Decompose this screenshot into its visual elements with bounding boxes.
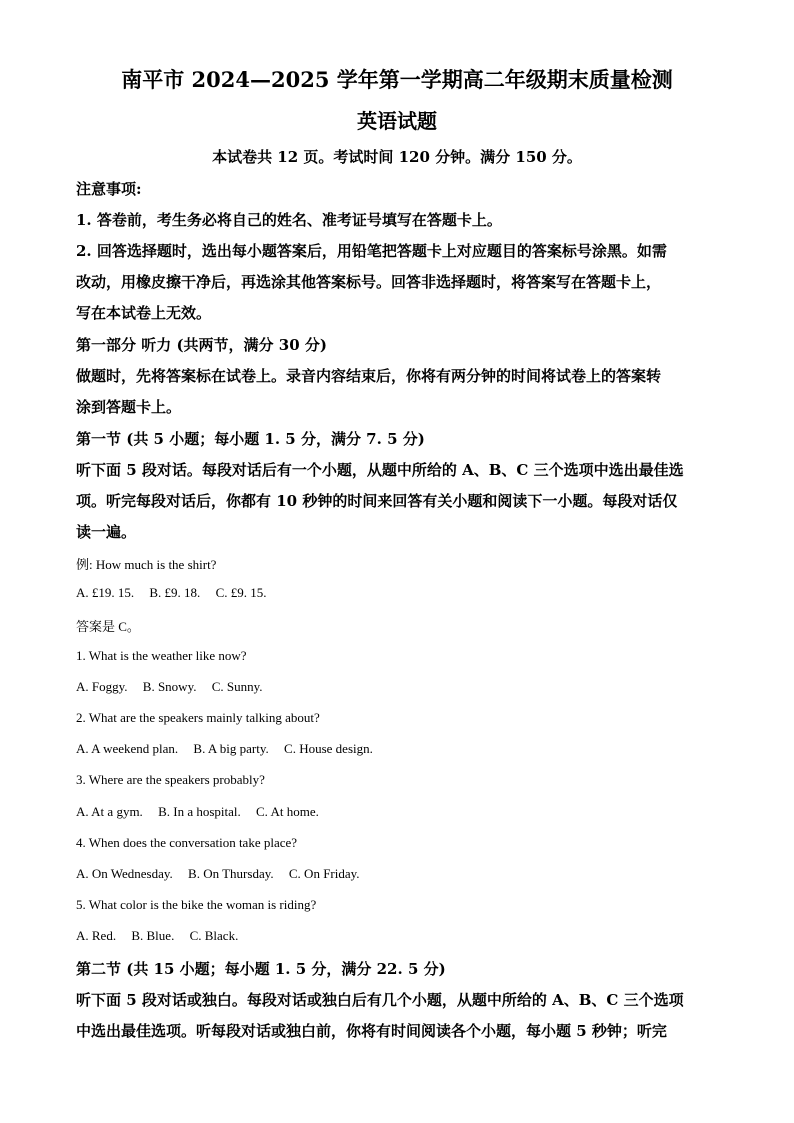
option-c: C. Sunny. <box>211 679 263 694</box>
option-b: B. On Thursday. <box>188 866 274 881</box>
section1-intro-line-1: 听下面 5 段对话。每段对话后有一个小题，从题中所给的 A、B、C 三个选项中选出最佳选 <box>76 461 684 479</box>
question-2-options <box>76 741 373 757</box>
option-c: C. Black. <box>189 928 239 943</box>
example-options <box>76 585 266 601</box>
section2-intro-line-2: 中选出最佳选项。听每段对话或独白前，你将有时间阅读各个小题，每小题 5 秒钟；听完 <box>76 1022 667 1040</box>
option-c: C. House design. <box>284 741 373 756</box>
question-4-options <box>76 866 360 882</box>
exam-info: 本试卷共 12 页。考试时间 120 分钟。满分 150 分。 <box>212 148 582 166</box>
option-a: A. £19. 15. <box>76 585 135 600</box>
option-b: B. £9. 18. <box>149 585 201 600</box>
option-c: C. At home. <box>256 804 319 819</box>
question-1: 1. What is the weather like now? <box>76 648 247 663</box>
option-a: A. Red. <box>76 928 117 943</box>
section2-heading: 第二节 (共 15 小题；每小题 1. 5 分，满分 22. 5 分) <box>76 960 446 978</box>
option-b: B. Blue. <box>131 928 175 943</box>
section1-heading: 第一节 (共 5 小题；每小题 1. 5 分，满分 7. 5 分) <box>76 430 425 448</box>
option-c: C. On Friday. <box>288 866 360 881</box>
part1-intro-line-1: 做题时，先将答案标在试卷上。录音内容结束后，你将有两分钟的时间将试卷上的答案转 <box>76 367 662 385</box>
notes-item-2-line-1: 2. 回答选择题时，选出每小题答案后，用铅笔把答题卡上对应题目的答案标号涂黑。如需 <box>76 242 667 260</box>
question-4: 4. When does the conversation take place? <box>76 835 298 850</box>
example-answer: 答案是 C。 <box>76 619 140 634</box>
notes-heading: 注意事项: <box>76 180 142 198</box>
notes-item-2-line-2: 改动，用橡皮擦干净后，再选涂其他答案标号。回答非选择题时，将答案写在答题卡上， <box>76 273 662 291</box>
question-3-options <box>76 804 319 820</box>
exam-title: 南平市 2024—2025 学年第一学期高二年级期末质量检测 <box>121 67 673 92</box>
option-b: B. Snowy. <box>142 679 197 694</box>
option-a: A. Foggy. <box>76 679 128 694</box>
option-a: A. At a gym. <box>76 804 143 819</box>
question-1-options <box>76 679 263 695</box>
exam-subtitle: 英语试题 <box>357 109 437 133</box>
option-c: C. £9. 15. <box>215 585 267 600</box>
part1-heading: 第一部分 听力 (共两节，满分 30 分) <box>76 336 327 354</box>
option-b: B. A big party. <box>193 741 269 756</box>
question-2: 2. What are the speakers mainly talking about? <box>76 710 320 725</box>
option-a: A. A weekend plan. <box>76 741 179 756</box>
option-b: B. In a hospital. <box>158 804 241 819</box>
option-a: A. On Wednesday. <box>76 866 173 881</box>
example-question: 例: How much is the shirt? <box>76 557 217 572</box>
notes-item-2-line-3: 写在本试卷上无效。 <box>76 304 212 322</box>
section2-intro-line-1: 听下面 5 段对话或独白。每段对话或独白后有几个小题，从题中所给的 A、B、C 三个选项 <box>76 991 684 1009</box>
question-5: 5. What color is the bike the woman is riding? <box>76 897 317 912</box>
section1-intro-line-3: 读一遍。 <box>76 523 137 541</box>
question-5-options <box>76 928 238 944</box>
question-3: 3. Where are the speakers probably? <box>76 772 265 787</box>
notes-item-1: 1. 答卷前，考生务必将自己的姓名、准考证号填写在答题卡上。 <box>76 211 502 229</box>
section1-intro-line-2: 项。听完每段对话后，你都有 10 秒钟的时间来回答有关小题和阅读下一小题。每段对话仅 <box>76 492 678 510</box>
part1-intro-line-2: 涂到答题卡上。 <box>76 398 182 416</box>
